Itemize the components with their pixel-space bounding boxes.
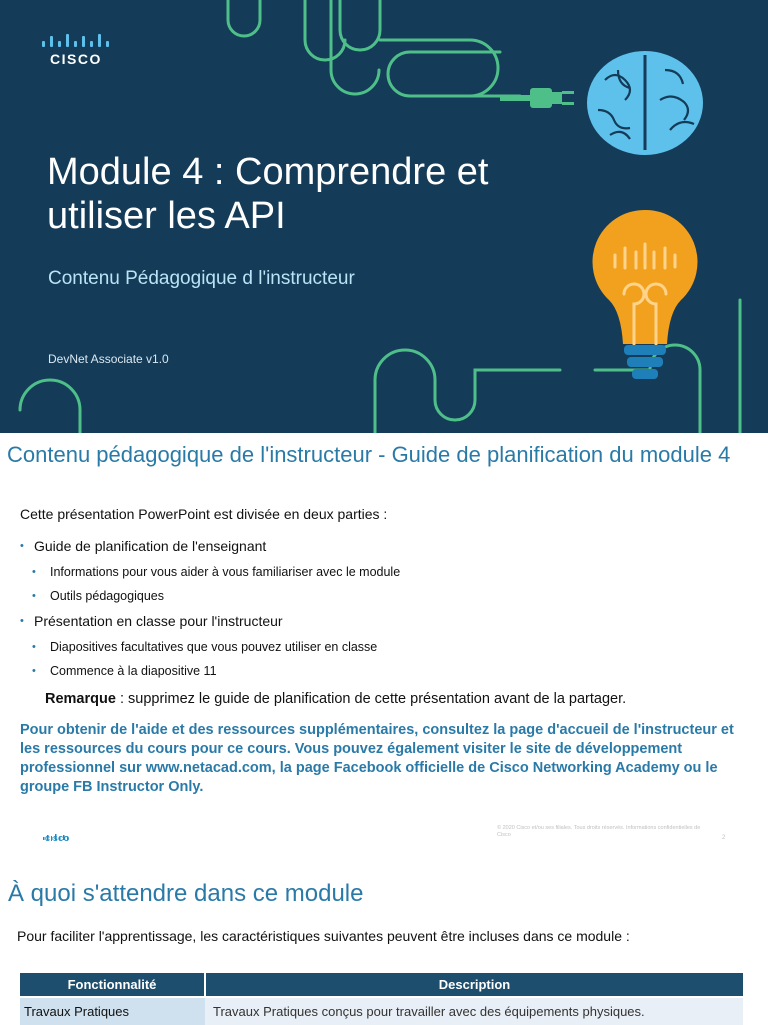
table-row [20,997,743,1025]
brain-icon [587,51,703,155]
column-header-feature: Fonctionnalité [20,973,205,997]
table-header-row [20,973,743,997]
column-header-description: Description [205,973,743,997]
note-text: : supprimez le guide de planification de cette présentation avant de la partager. [115,691,627,707]
slide-intro: Pour faciliter l'apprentissage, les caractéristiques suivantes peuvent être incluses dans ce module : [17,928,630,944]
list-item: • Commence à la diapositive 11 [20,661,760,685]
table-cell-feature: Travaux Pratiques [20,997,205,1025]
title-slide [0,0,768,433]
footer-logo-text: CISCO [45,836,70,843]
footer-cisco-logo [42,828,72,846]
module-expectations-slide [0,860,768,1024]
slide-title: Contenu pédagogique de l'instructeur - Guide de planification du module 4 [7,442,731,467]
slide-title: À quoi s'attendre dans ce module [8,880,364,907]
cisco-logo [40,33,112,69]
footer-copyright: © 2020 Cisco et/ou ses filiales. Tous droits réservés. Informations confidentielles de Cisco [497,825,701,838]
plug-icon [500,88,574,108]
list-item-section: • Guide de planification de l'enseignant [20,535,760,562]
list-item: • Diapositives facultatives que vous pouvez utiliser en classe [20,637,760,661]
page-number: 2 [722,835,726,841]
module-title: Module 4 : Comprendre et utiliser les API [47,151,489,237]
note-label: Remarque [45,691,116,707]
parts-list [20,535,760,685]
features-table [20,973,743,1025]
slide-intro: Cette présentation PowerPoint est divisée en deux parties : [20,506,388,522]
list-item: • Outils pédagogiques [20,586,760,610]
note [45,691,626,707]
resources-paragraph: Pour obtenir de l'aide et des ressources supplémentaires, consultez la page d'accueil de l'instructeur et les ressources du cours pour ce cours. Vous pouvez également visiter le site de développement professionnel sur www.netacad.com, la page Facebook officielle de Cisco Networking Academy ou le groupe FB Instructor Only. [20,722,734,795]
table-cell-description: Travaux Pratiques conçus pour travailler avec des équipements physiques. [205,997,743,1025]
lightbulb-icon [592,210,697,379]
list-item-section: • Présentation en classe pour l'instructeur [20,610,760,637]
planning-guide-slide [0,433,768,860]
course-version: DevNet Associate v1.0 [48,352,169,366]
cisco-logo-bars [40,33,112,49]
list-item: • Informations pour vous aider à vous familiariser avec le module [20,562,760,586]
module-subtitle: Contenu Pédagogique d l'instructeur [48,268,355,289]
cisco-logo-text: CISCO [50,51,102,67]
